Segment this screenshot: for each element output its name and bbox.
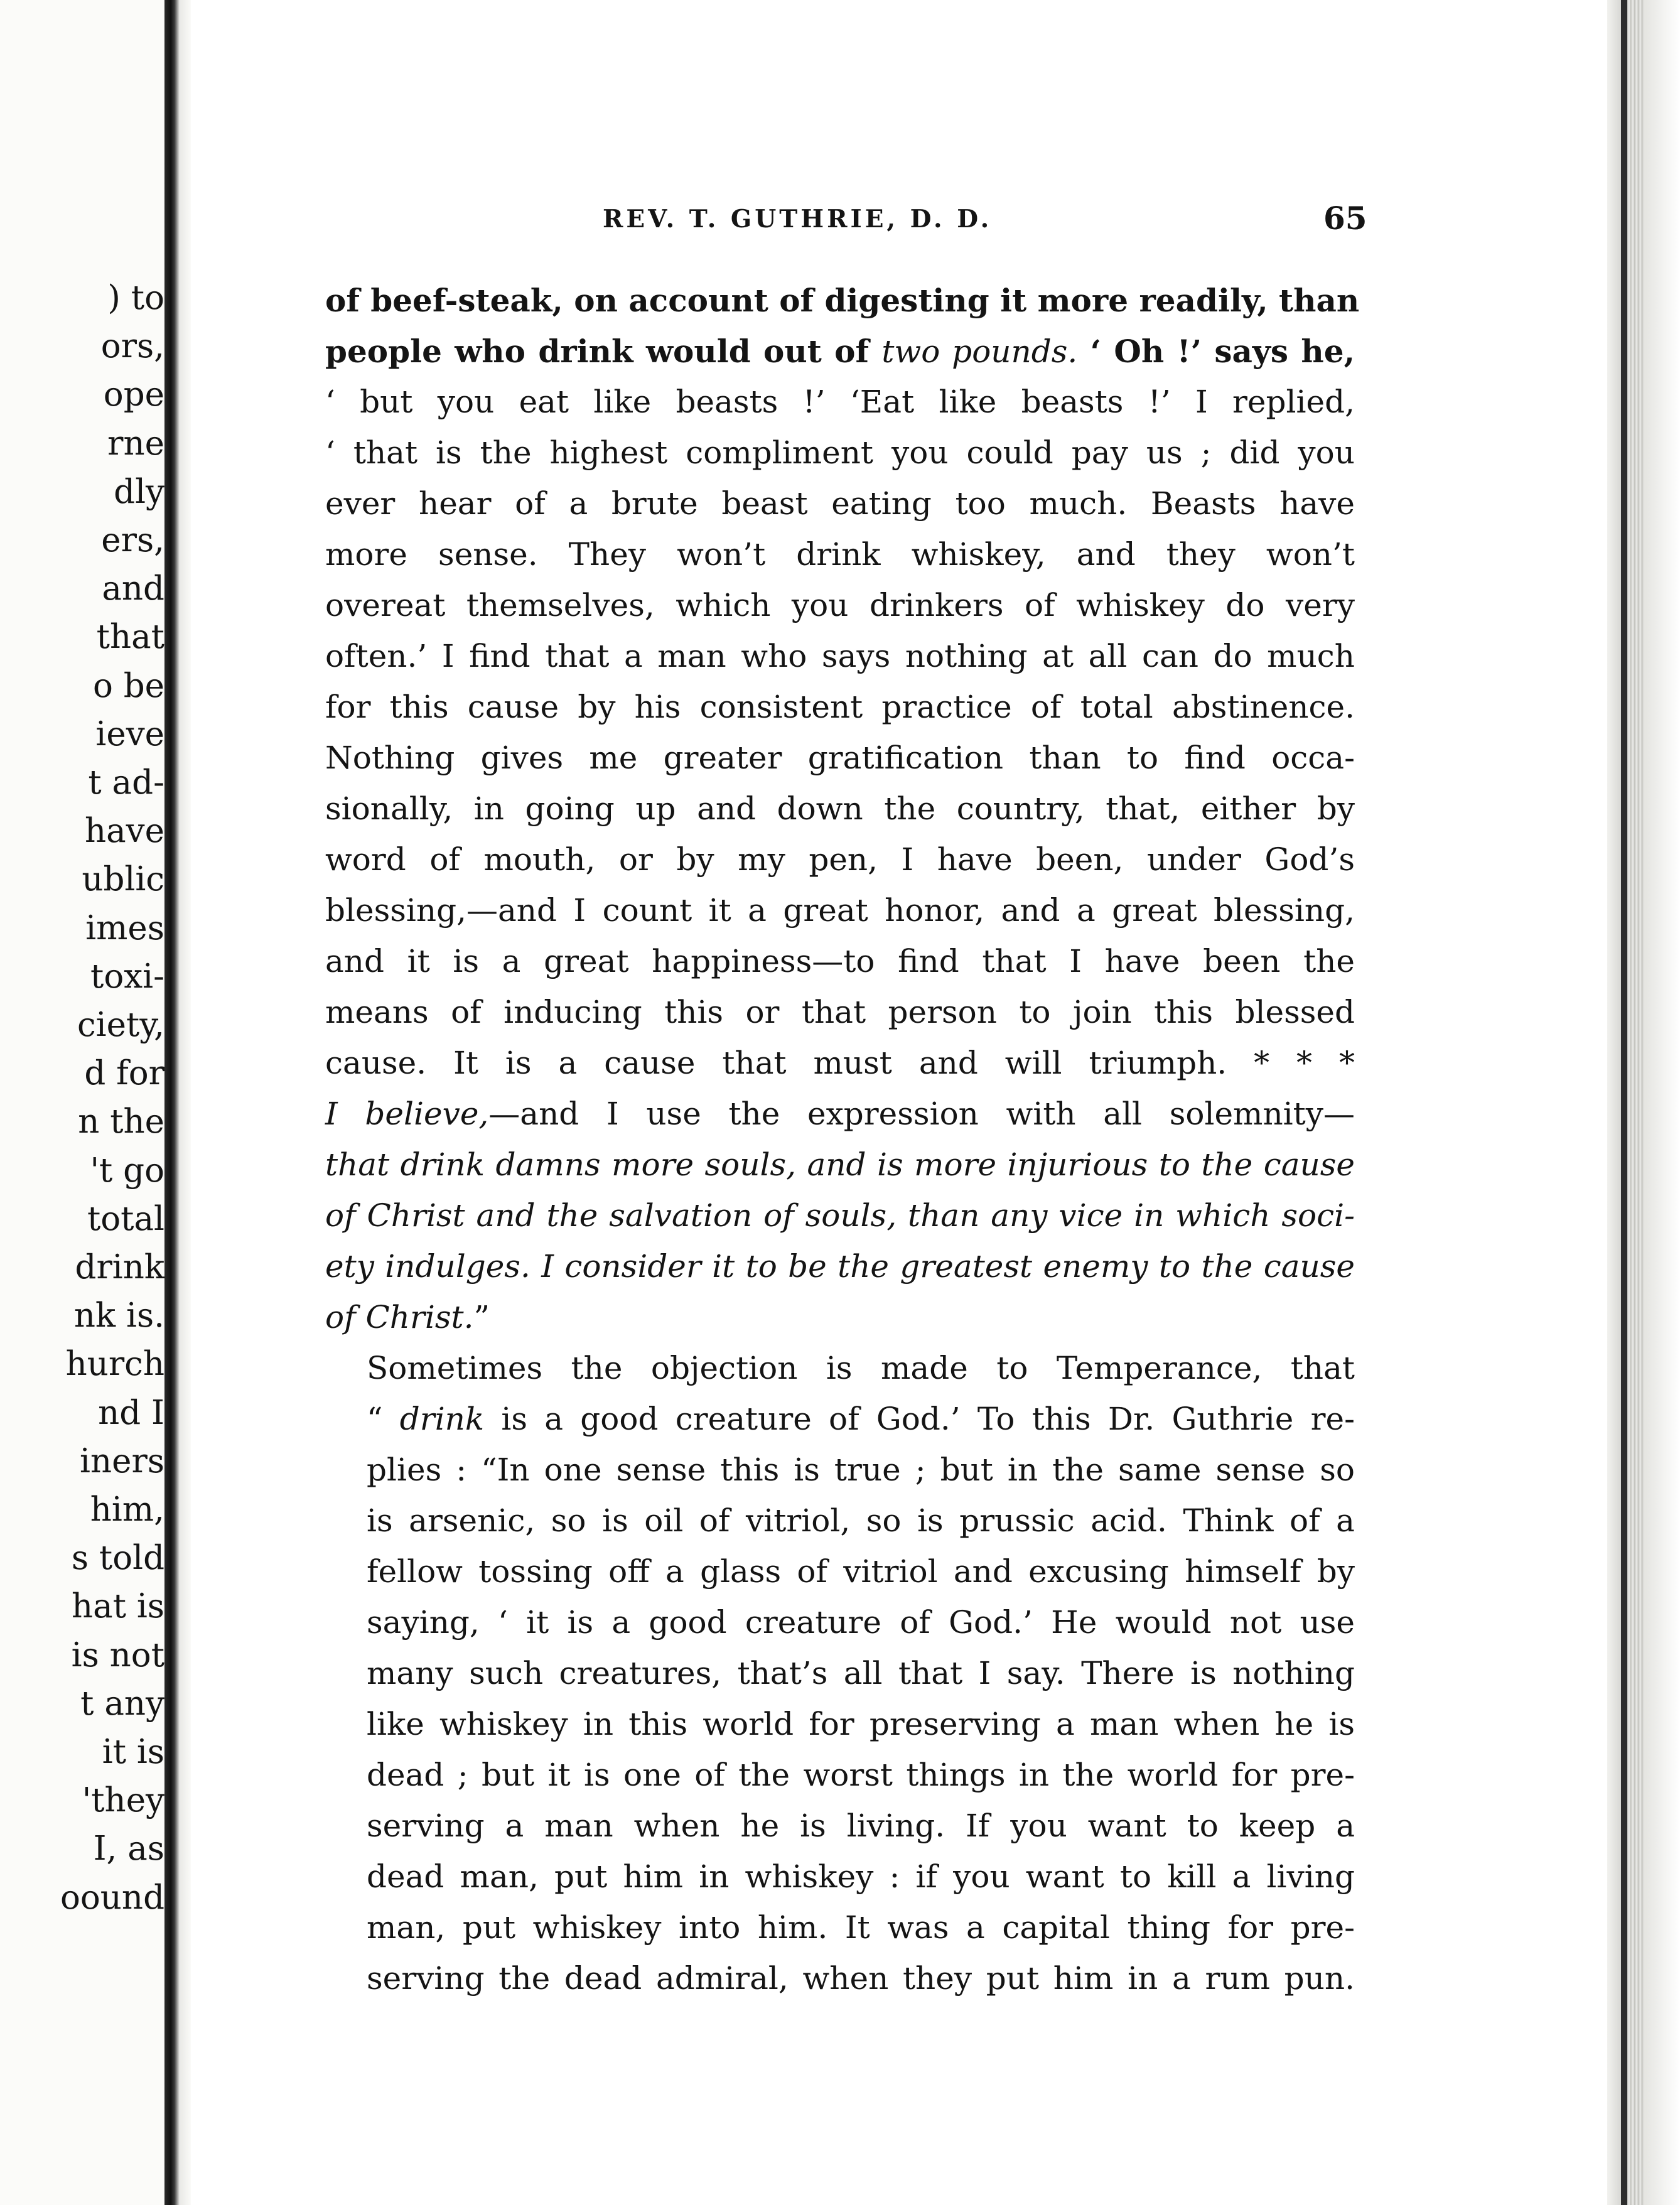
- text-line: [325, 1038, 1355, 1089]
- facing-page-fragment: t ad-: [88, 763, 164, 802]
- text-segment: cause. It is a cause that must and will triumph. * * *: [325, 1045, 1355, 1081]
- text-segment: word of mouth, or by my pen, I have been, under God’s: [325, 841, 1355, 878]
- facing-page-fragment: dly: [114, 472, 164, 511]
- text-segment: fellow tossing off a glass of vitriol and excusing himself by: [367, 1553, 1355, 1590]
- text-line: [325, 1343, 1355, 1394]
- text-segment: more sense. They won’t drink whiskey, and they won’t: [325, 536, 1355, 573]
- text-line: [325, 529, 1355, 580]
- facing-page-fragment: ublic: [82, 860, 164, 899]
- page-number: 65: [1323, 200, 1367, 237]
- facing-page-fragment: ) to: [107, 279, 164, 317]
- facing-page-fragment: is not: [71, 1636, 164, 1674]
- facing-page-fragment: nd I: [98, 1393, 164, 1432]
- facing-page-fragment: ciety,: [77, 1006, 164, 1044]
- text-segment: dead man, put him in whiskey : if you want to kill a living: [367, 1858, 1355, 1895]
- facing-page-fragment: ieve: [95, 714, 164, 753]
- text-segment: ”: [473, 1299, 490, 1335]
- text-segment: blessing,—and I count it a great honor, and a great blessing,: [325, 892, 1355, 929]
- text-segment: of beef-steak, on account of digesting it more readily, than: [325, 282, 1360, 319]
- text-segment: drink: [399, 1401, 485, 1437]
- text-segment: plies : “In one sense this is true ; but in the same sense so: [367, 1452, 1355, 1488]
- text-segment: Nothing gives me greater gratification than to find occa-: [325, 740, 1355, 776]
- text-line: [325, 784, 1355, 834]
- text-segment: —and I use the expression with all solemnity—: [488, 1096, 1355, 1132]
- page-edge: [1607, 0, 1621, 2205]
- text-line: [325, 1445, 1355, 1496]
- text-line: [325, 1750, 1355, 1801]
- text-segment: I believe,: [325, 1096, 489, 1132]
- text-line: [325, 326, 1355, 377]
- body-text: [325, 275, 1360, 2004]
- text-segment: means of inducing this or that person to join this blessed: [325, 994, 1355, 1030]
- text-line: [325, 682, 1355, 733]
- text-segment: ‘ that is the highest compliment you could pay us ; did you: [325, 434, 1355, 471]
- facing-page-fragment: o be: [92, 666, 164, 705]
- text-segment: like whiskey in this world for preserving a man when he is: [367, 1706, 1355, 1742]
- text-line: [325, 1241, 1355, 1292]
- facing-page-fragment: 'they: [82, 1781, 164, 1820]
- text-segment: people who drink would out of: [325, 333, 882, 370]
- facing-page-fragment: him,: [90, 1491, 164, 1529]
- text-segment: many such creatures, that’s all that I say. There is nothing: [367, 1655, 1355, 1691]
- facing-page-fragment: hurch: [65, 1345, 164, 1384]
- text-line: [325, 1089, 1355, 1140]
- text-segment: is a good creature of God.’ To this Dr. Guthrie re-: [484, 1401, 1355, 1437]
- text-line: [325, 1394, 1355, 1445]
- facing-page-fragment: and: [102, 569, 164, 608]
- text-segment: that drink damns more souls, and is more injurious to the cause: [325, 1146, 1355, 1183]
- text-segment: of Christ.: [325, 1299, 474, 1335]
- facing-page: [0, 0, 164, 2205]
- facing-page-fragment: s told: [71, 1539, 164, 1578]
- text-segment: man, put whiskey into him. It was a capital thing for pre-: [367, 1909, 1355, 1946]
- text-line: [325, 733, 1355, 784]
- text-line: [325, 1140, 1355, 1190]
- text-line: [325, 377, 1355, 428]
- text-line: [325, 1496, 1355, 1546]
- text-line: [325, 1292, 1355, 1343]
- text-line: [325, 885, 1355, 936]
- text-line: [325, 1953, 1355, 2004]
- text-line: [325, 987, 1355, 1038]
- text-segment: often.’ I find that a man who says nothing at all can do much: [325, 638, 1355, 674]
- text-segment: is arsenic, so is oil of vitriol, so is prussic acid. Think of a: [367, 1502, 1355, 1539]
- page-margin-right: [1644, 0, 1680, 2205]
- text-segment: sionally, in going up and down the country, that, either by: [325, 790, 1355, 827]
- text-line: [325, 428, 1355, 478]
- text-line: [325, 834, 1355, 885]
- facing-page-fragment: toxi-: [90, 957, 164, 996]
- facing-page-fragment: it is: [102, 1733, 164, 1771]
- text-line: [325, 1648, 1355, 1699]
- text-segment: ever hear of a brute beast eating too much. Beasts have: [325, 485, 1355, 522]
- text-segment: dead ; but it is one of the worst things in the world for pre-: [367, 1757, 1355, 1793]
- text-line: [325, 1546, 1355, 1597]
- facing-page-fragment: 't go: [90, 1151, 164, 1190]
- text-segment: ety indulges. I consider it to be the greatest enemy to the cause: [325, 1248, 1355, 1285]
- text-segment: serving the dead admiral, when they put him in a rum pun.: [367, 1960, 1355, 1997]
- facing-page-fragment: d for: [84, 1054, 164, 1093]
- facing-page-fragment: t any: [80, 1684, 164, 1723]
- text-line: [325, 1902, 1355, 1953]
- facing-page-fragment: ope: [103, 375, 164, 414]
- facing-page-fragment: ors,: [100, 327, 164, 366]
- book-gutter: [164, 0, 191, 2205]
- running-head-title: REV. T. GUTHRIE, D. D.: [603, 205, 993, 234]
- facing-page-fragment: n the: [78, 1102, 164, 1141]
- facing-page-fragment: ers,: [101, 521, 164, 559]
- text-segment: ‘ but you eat like beasts !’ ‘Eat like beasts !’ I replied,: [325, 384, 1355, 420]
- facing-page-fragment: have: [84, 812, 164, 851]
- text-line: [325, 1699, 1355, 1750]
- text-line: [325, 580, 1355, 631]
- facing-page-fragment: oound: [60, 1878, 164, 1917]
- text-line: [325, 1801, 1355, 1852]
- facing-page-fragment: hat is: [71, 1587, 164, 1626]
- facing-page-fragment: rne: [107, 424, 164, 463]
- text-segment: for this cause by his consistent practice of total abstinence.: [325, 689, 1355, 725]
- text-segment: ‘ Oh !’ says he,: [1077, 333, 1355, 370]
- text-line: [325, 631, 1355, 682]
- text-segment: overeat themselves, which you drinkers of whiskey do very: [325, 587, 1355, 623]
- text-segment: and it is a great happiness—to find that I have been the: [325, 943, 1355, 979]
- text-segment: “: [367, 1401, 400, 1437]
- text-line: [325, 1597, 1355, 1648]
- facing-page-fragment: I, as: [93, 1830, 164, 1868]
- page-stack: [1627, 0, 1644, 2205]
- text-segment: saying, ‘ it is a good creature of God.’ He would not use: [367, 1604, 1355, 1641]
- text-line: [325, 478, 1355, 529]
- facing-page-fragment: imes: [85, 908, 164, 947]
- text-segment: Sometimes the objection is made to Temperance, that: [367, 1350, 1355, 1386]
- facing-page-fragment: that: [96, 618, 164, 657]
- facing-page-fragment: iners: [80, 1442, 164, 1480]
- text-line: [325, 1190, 1355, 1241]
- text-line: [325, 275, 1360, 326]
- text-segment: serving a man when he is living. If you want to keep a: [367, 1808, 1355, 1844]
- text-line: [325, 1852, 1355, 1902]
- text-segment: of Christ and the salvation of souls, than any vice in which soci-: [325, 1197, 1355, 1234]
- facing-page-fragment: total: [87, 1199, 164, 1238]
- text-segment: two pounds.: [881, 333, 1078, 370]
- facing-page-fragment: nk is.: [73, 1297, 164, 1335]
- text-line: [325, 936, 1355, 987]
- facing-page-fragment: drink: [75, 1248, 164, 1286]
- page-edge-shadow: [1621, 0, 1627, 2205]
